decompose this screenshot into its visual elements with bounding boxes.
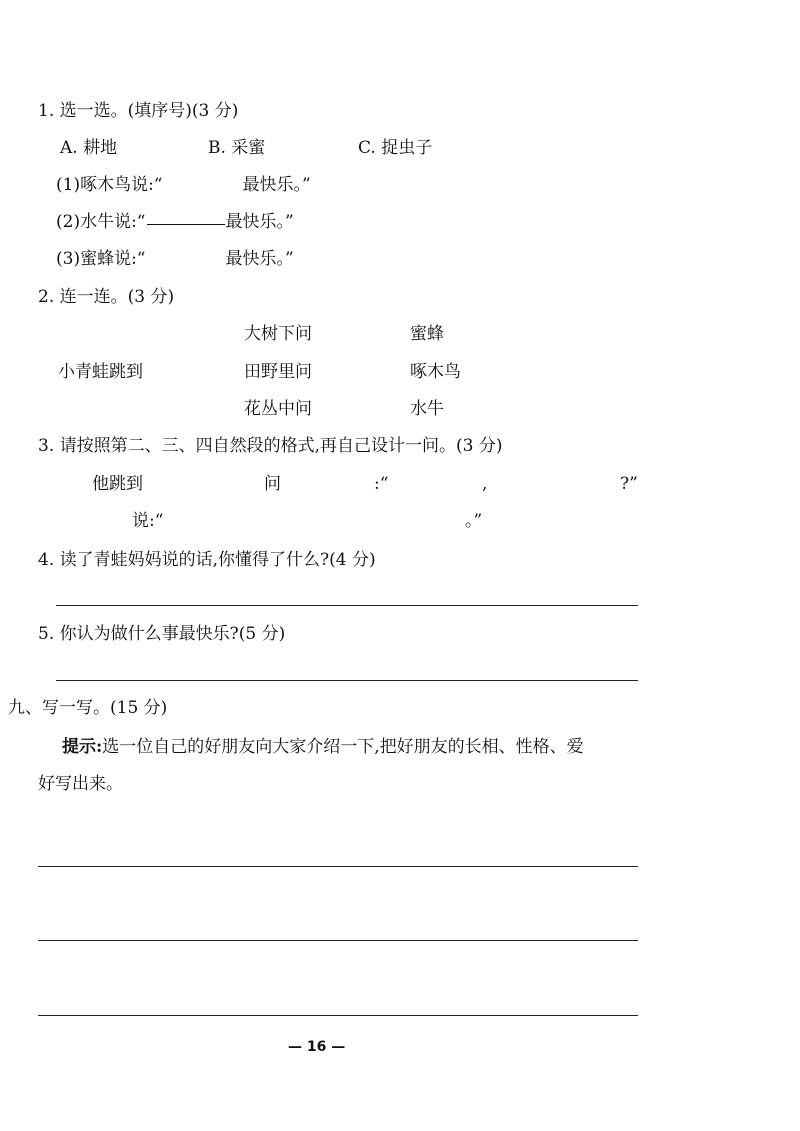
q1-option-b: B. 采蜜 xyxy=(208,138,266,158)
q3-text-comma: , xyxy=(482,474,488,494)
q2-title: 2. 连一连。(3 分) xyxy=(38,287,175,307)
answer-blank[interactable] xyxy=(147,261,225,262)
q1-line-2 xyxy=(56,214,294,231)
q5-title: 5. 你认为做什么事最快乐?(5 分) xyxy=(38,624,286,644)
q3-title: 3. 请按照第二、三、四自然段的格式,再自己设计一问。(3 分) xyxy=(38,436,503,456)
page-number: — 16 — xyxy=(288,1039,346,1055)
q2-right-1[interactable]: 蜜蜂 xyxy=(410,324,444,344)
answer-blank[interactable] xyxy=(147,224,225,225)
writing-line-3[interactable] xyxy=(38,1015,638,1016)
q2-middle-3[interactable]: 花丛中问 xyxy=(244,399,312,419)
q2-right-3[interactable]: 水牛 xyxy=(410,399,444,419)
section9-hint-line1 xyxy=(62,739,584,756)
q3-text-ask: 问 xyxy=(264,474,281,494)
hint-label: 提示: xyxy=(62,737,103,757)
q5-answer-line[interactable] xyxy=(56,680,638,681)
q1-option-c: C. 捉虫子 xyxy=(358,138,433,158)
q1-line-3 xyxy=(56,251,294,268)
section9-title: 九、写一写。(15 分) xyxy=(8,698,168,718)
q1-title: 1. 选一选。(填序号)(3 分) xyxy=(38,101,239,121)
hint-text: 选一位自己的好朋友向大家介绍一下,把好朋友的长相、性格、爱 xyxy=(102,737,584,757)
q2-right-2[interactable]: 啄木鸟 xyxy=(410,362,461,382)
q1-option-a: A. 耕地 xyxy=(60,138,118,158)
q1-line-1-before: (1)啄木鸟说:“ xyxy=(56,175,163,195)
q3-text-jump: 他跳到 xyxy=(92,474,143,494)
q4-title: 4. 读了青蛙妈妈说的话,你懂得了什么?(4 分) xyxy=(38,550,376,570)
q1-line-2-before: (2)水牛说:“ xyxy=(56,212,146,232)
answer-blank[interactable] xyxy=(164,187,242,188)
q3-text-say: 说:“ xyxy=(132,511,164,531)
q3-text-quote-close: 。” xyxy=(465,511,483,531)
q1-line-3-before: (3)蜜蜂说:“ xyxy=(56,249,146,269)
section9-hint-line2: 好写出来。 xyxy=(38,774,123,794)
writing-line-1[interactable] xyxy=(38,866,638,867)
q3-text-question-close: ?” xyxy=(620,474,638,494)
q1-line-3-after: 最快乐。” xyxy=(225,249,294,269)
q4-answer-line[interactable] xyxy=(56,605,638,606)
writing-line-2[interactable] xyxy=(38,940,638,941)
q3-text-quote-open: :“ xyxy=(374,474,389,494)
q1-line-1 xyxy=(56,177,311,194)
q2-left[interactable]: 小青蛙跳到 xyxy=(58,362,143,382)
q2-middle-1[interactable]: 大树下问 xyxy=(244,324,312,344)
q1-line-2-after: 最快乐。” xyxy=(225,212,294,232)
q1-line-1-after: 最快乐。” xyxy=(242,175,311,195)
q2-middle-2[interactable]: 田野里问 xyxy=(244,362,312,382)
